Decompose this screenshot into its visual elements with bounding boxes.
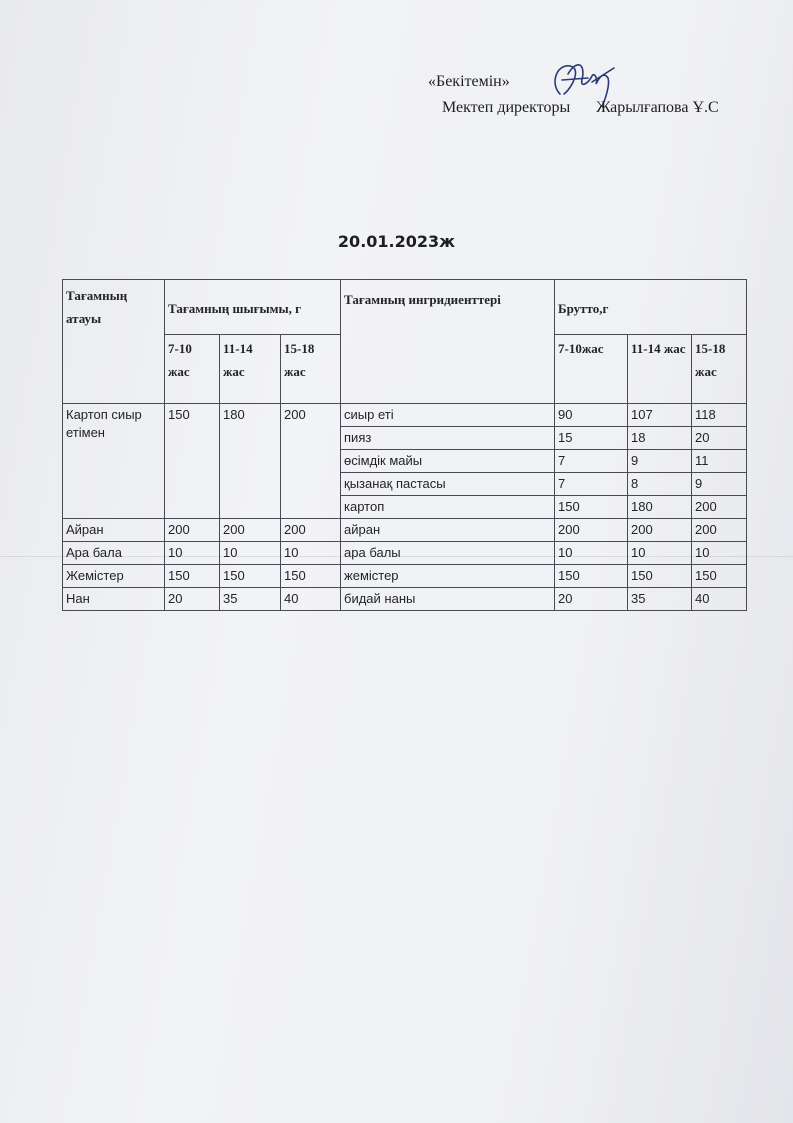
ingredient-brutto: 90 — [555, 404, 628, 427]
header-age-output: 7-10 жас — [165, 335, 220, 404]
menu-date: 20.01.2023ж — [337, 232, 456, 251]
ingredient-brutto: 200 — [692, 496, 747, 519]
dish-output: 10 — [281, 542, 341, 565]
header-age-output: 15-18 жас — [281, 335, 341, 404]
header-age-output: 11-14 жас — [220, 335, 281, 404]
dish-output: 200 — [281, 404, 341, 519]
ingredient-brutto: 150 — [555, 565, 628, 588]
dish-output: 150 — [220, 565, 281, 588]
dish-output: 10 — [165, 542, 220, 565]
ingredient-name: өсімдік майы — [341, 450, 555, 473]
dish-name: Айран — [63, 519, 165, 542]
header-ingredients: Тағамның ингридиенттері — [341, 280, 555, 404]
table-row — [63, 588, 747, 611]
ingredient-name: қызанақ пастасы — [341, 473, 555, 496]
dish-output: 150 — [281, 565, 341, 588]
ingredient-brutto: 35 — [628, 588, 692, 611]
dish-name: Нан — [63, 588, 165, 611]
dish-output: 150 — [165, 404, 220, 519]
dish-output: 150 — [165, 565, 220, 588]
ingredient-name: ара балы — [341, 542, 555, 565]
dish-output: 200 — [165, 519, 220, 542]
menu-table — [62, 279, 747, 611]
header-age-brutto: 11-14 жас — [628, 335, 692, 404]
dish-output: 180 — [220, 404, 281, 519]
ingredient-name: картоп — [341, 496, 555, 519]
dish-output: 40 — [281, 588, 341, 611]
dish-name: Жемістер — [63, 565, 165, 588]
ingredient-brutto: 8 — [628, 473, 692, 496]
header-age-brutto: 7-10жас — [555, 335, 628, 404]
header-dish-name: Тағамның атауы — [63, 280, 165, 404]
ingredient-brutto: 9 — [692, 473, 747, 496]
ingredient-brutto: 15 — [555, 427, 628, 450]
ingredient-brutto: 10 — [692, 542, 747, 565]
ingredient-brutto: 11 — [692, 450, 747, 473]
dish-name: Картоп сиыр етімен — [63, 404, 165, 519]
ingredient-name: сиыр еті — [341, 404, 555, 427]
ingredient-brutto: 7 — [555, 450, 628, 473]
header-output: Тағамның шығымы, г — [165, 280, 341, 335]
ingredient-brutto: 7 — [555, 473, 628, 496]
table-row — [63, 404, 747, 427]
ingredient-brutto: 9 — [628, 450, 692, 473]
ingredient-name: бидай наны — [341, 588, 555, 611]
approval-label: «Бекітемін» — [428, 73, 510, 90]
ingredient-brutto: 107 — [628, 404, 692, 427]
ingredient-brutto: 200 — [628, 519, 692, 542]
director-name: Жарылғапова Ұ.С — [596, 99, 719, 116]
ingredient-name: пияз — [341, 427, 555, 450]
dish-name: Ара бала — [63, 542, 165, 565]
header-age-brutto: 15-18 жас — [692, 335, 747, 404]
table-row — [63, 565, 747, 588]
table-row — [63, 519, 747, 542]
ingredient-brutto: 200 — [692, 519, 747, 542]
director-title: Мектеп директоры — [442, 99, 571, 116]
dish-output: 35 — [220, 588, 281, 611]
dish-output: 200 — [220, 519, 281, 542]
dish-output: 200 — [281, 519, 341, 542]
ingredient-name: айран — [341, 519, 555, 542]
ingredient-brutto: 180 — [628, 496, 692, 519]
ingredient-brutto: 20 — [692, 427, 747, 450]
ingredient-name: жемістер — [341, 565, 555, 588]
ingredient-brutto: 40 — [692, 588, 747, 611]
ingredient-brutto: 118 — [692, 404, 747, 427]
table-row — [63, 542, 747, 565]
header-brutto: Брутто,г — [555, 280, 747, 335]
ingredient-brutto: 150 — [628, 565, 692, 588]
director-line — [442, 99, 719, 117]
ingredient-brutto: 200 — [555, 519, 628, 542]
ingredient-brutto: 150 — [692, 565, 747, 588]
ingredient-brutto: 20 — [555, 588, 628, 611]
ingredient-brutto: 10 — [628, 542, 692, 565]
dish-output: 10 — [220, 542, 281, 565]
ingredient-brutto: 150 — [555, 496, 628, 519]
ingredient-brutto: 10 — [555, 542, 628, 565]
dish-output: 20 — [165, 588, 220, 611]
ingredient-brutto: 18 — [628, 427, 692, 450]
